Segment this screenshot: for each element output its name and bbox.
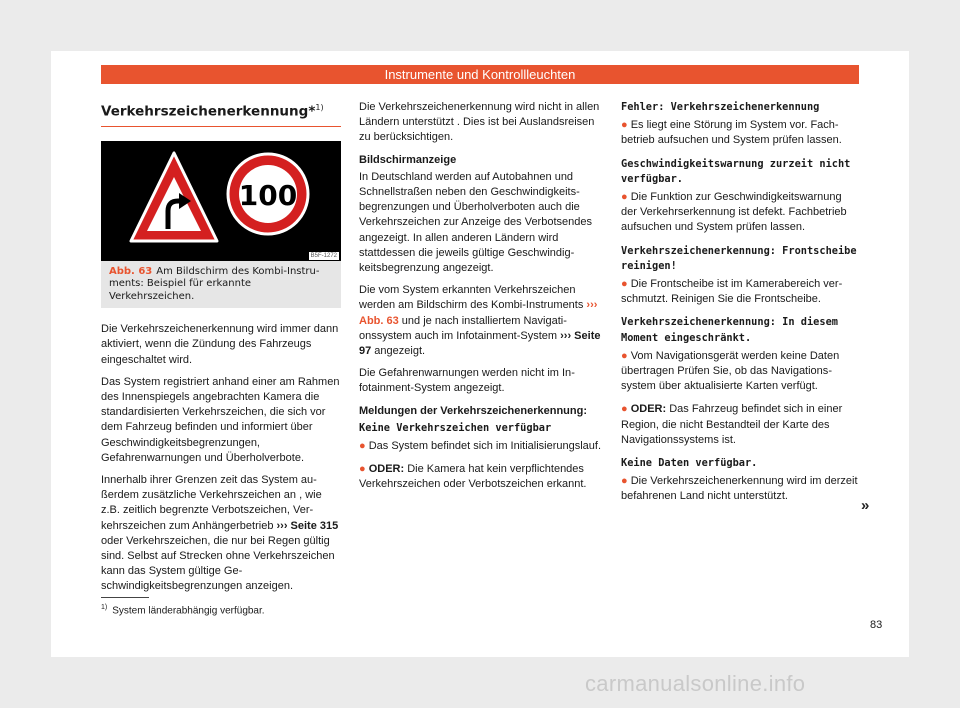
col2-paragraph-3 <box>359 283 603 359</box>
subheading-messages: Meldungen der Verkehrszeichenerkennung: <box>359 404 588 417</box>
bullet-text: Vom Navigationsgerät werden keine Daten übertragen Prüfen Sie, ob das Navigationssystem über aktualisierte Karten verfügt. <box>621 349 840 393</box>
message-code: Keine Daten verfügbar. <box>621 457 758 470</box>
col2-paragraph-1: Die Verkehrszeichenerkennung wird nicht in allen Ländern unterstützt . Dies ist bei Auslandsreisen zu berücksichtigen. <box>359 101 600 144</box>
bullet-item <box>621 277 859 307</box>
bullet-item <box>621 349 859 395</box>
bullet-item <box>621 474 859 504</box>
traffic-signs-illustration <box>101 141 341 261</box>
figure-63 <box>101 141 341 309</box>
bullet-icon: ● <box>621 191 631 204</box>
footnote-ref-link[interactable]: 1) <box>315 103 324 112</box>
bullet-strong: ODER: <box>630 403 667 416</box>
col2-p3-text-a: Die vom System erkannten Verkehrszeichen werden am Bildschirm des Kombi-Instruments <box>359 284 587 312</box>
bullet-icon: ● <box>621 403 631 416</box>
figure-ref-link[interactable]: ››› Abb. 63 <box>359 299 598 327</box>
column-1 <box>101 100 341 602</box>
subheading-display: Bildschirmanzeige <box>359 153 457 166</box>
page-ref-link-97[interactable]: ››› Seite 97 <box>359 329 601 358</box>
col1-paragraph-2: Das System registriert anhand einer am Rahmen des Innenspiegels angebrachten Kamera die standardisierten Verkehrszeichen, die sich vor dem Fahrzeug befinden und informiert über Geschwindigkeitsbegrenzungen, Gefahrenwarnungen und Überholverbote. <box>101 375 340 464</box>
column-2 <box>359 100 603 501</box>
figure-label: Abb. 63 <box>109 265 153 277</box>
section-title <box>101 100 341 127</box>
col2-paragraph-2: In Deutschland werden auf Autobahnen und Schnellstraßen neben den Geschwindigkeitsbegrenzungen und Überholverboten auch die Verkehrszeichen zur Anzeige des Verbotsendes angezeigt. In allen anderen Ländern wird stattdessen die jeweils gültige Geschwindigkeitsbegrenzung angezeigt. <box>359 170 592 275</box>
chapter-header: Instrumente und Kontrollleuchten <box>101 65 859 84</box>
col2-p3-text-c: angezeigt. <box>371 345 426 358</box>
col2-paragraph-4: Die Gefahrenwarnungen werden nicht im Infotainment-System angezeigt. <box>359 367 575 395</box>
message-code: Geschwindigkeitswarnung zurzeit nicht verfügbar. <box>621 157 851 185</box>
section-title-text: Verkehrszeichenerkennung <box>101 103 309 120</box>
bullet-icon: ● <box>621 475 631 488</box>
footnote-mark: 1) <box>101 604 108 611</box>
column-3 <box>621 100 859 513</box>
col2-p3-text-b: und je nach installiertem Navigationssystem auch im Infotainment-System <box>359 314 567 342</box>
col1-p3-text-b: oder Verkehrszeichen, die nur bei Regen gültig sind. Selbst auf Strecken ohne Verkehrszeichen kann das System gültige Geschwindigkeitsbegrenzungen anzeigen. <box>101 534 335 593</box>
bullet-item <box>359 439 603 454</box>
figure-code: B5F-1272 <box>310 252 337 259</box>
footnote-text: System länderabhängig verfügbar. <box>112 605 265 617</box>
footnote-divider <box>101 597 149 598</box>
watermark: carmanualsonline.info <box>585 671 806 696</box>
bullet-text: Die Verkehrszeichenerkennung wird im derzeit befahrenen Land nicht unterstützt. <box>621 475 858 503</box>
col1-paragraph-1: Die Verkehrszeichenerkennung wird immer dann aktiviert, wenn die Zündung des Fahrzeugs eingeschaltet wird. <box>101 323 339 366</box>
figure-image <box>101 141 341 261</box>
figure-caption-text: Am Bildschirm des Kombi-Instruments: Beispiel für erkannte Verkehrszeichen. <box>109 265 320 302</box>
message-code: Fehler: Verkehrszeichenerkennung <box>621 101 820 113</box>
bullet-text: Es liegt eine Störung im System vor. Fachbetrieb aufsuchen und System prüfen lassen. <box>621 119 842 147</box>
col1-p3-text-a: Innerhalb ihrer Grenzen zeit das System außerdem zusätzliche Verkehrszeichen an , wie z.B. zeitlich begrenzte Verbotszeichen, Verkehrszeichen zum Anhängerbetrieb <box>101 474 322 532</box>
bullet-icon: ● <box>621 349 631 362</box>
message-code: Keine Verkehrszeichen verfügbar <box>359 421 552 434</box>
bullet-item <box>621 118 859 148</box>
figure-caption <box>101 261 341 309</box>
bullet-icon: ● <box>359 440 369 453</box>
page-number: 83 <box>870 619 883 631</box>
bullet-icon: ● <box>621 278 631 291</box>
bullet-text: Das System befindet sich im Initialisierungslauf. <box>368 440 602 453</box>
bullet-text: Das Fahrzeug befindet sich in einer Region, die nicht Bestandteil der Karte des Navigationssystems ist. <box>621 403 843 446</box>
bullet-icon: ● <box>621 119 631 132</box>
bullet-item <box>621 402 859 448</box>
section-title-star: * <box>308 103 316 120</box>
page-ref-link-315[interactable]: ››› Seite 315 <box>276 519 339 532</box>
col1-paragraph-3 <box>101 473 341 595</box>
bullet-text: Die Funktion zur Geschwindigkeitswarnung der Verkehrserkennung ist defekt. Fachbetrieb aufsuchen und System prüfen lassen. <box>621 191 847 234</box>
continue-arrow-icon: » <box>861 497 870 514</box>
bullet-item <box>621 190 859 236</box>
bullet-text: Die Kamera hat kein verpflichtendes Verkehrszeichen oder Verbotszeichen erkannt. <box>359 463 587 491</box>
message-code: Verkehrszeichenerkennung: In diesem Moment eingeschränkt. <box>621 316 838 344</box>
bullet-text: Die Frontscheibe ist im Kamerabereich verschmutzt. Reinigen Sie die Frontscheibe. <box>621 278 843 306</box>
bullet-icon: ● <box>359 463 369 476</box>
speed-limit-value: 100 <box>238 178 298 212</box>
bullet-strong: ODER: <box>368 463 405 476</box>
message-code: Verkehrszeichenerkennung: Frontscheibe reinigen! <box>621 244 857 272</box>
bullet-item <box>359 462 603 492</box>
footnote <box>101 604 265 616</box>
